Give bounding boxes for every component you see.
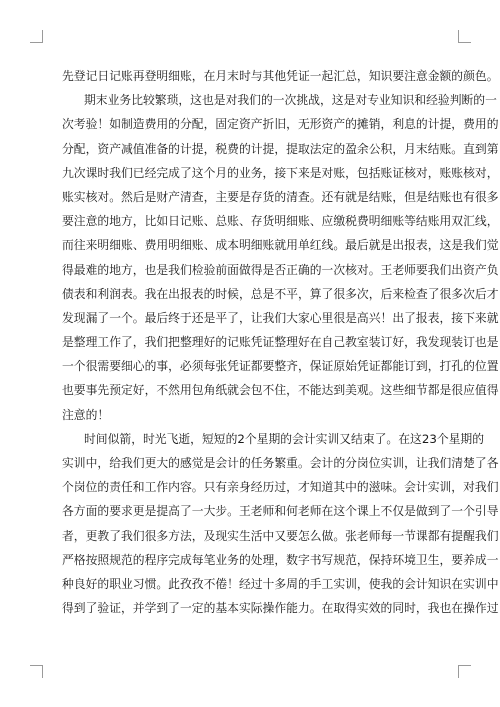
text-line: 各方面的要求更是提高了一大步。王老师和何老师在这个课上不仅是做到了一个引导 xyxy=(62,504,499,519)
crop-mark-bottom-left xyxy=(30,665,43,678)
text-line: 债表和利润表。我在出报表的时候，总是不平，算了很多次，后来检查了很多次后才 xyxy=(62,286,499,301)
text-line: 得到了验证，并学到了一定的基本实际操作能力。在取得实效的同时，我也在操作过 xyxy=(62,601,499,616)
text-line: 个岗位的责任和工作内容。只有亲身经历过，才知道其中的滋味。会计实训，对我们 xyxy=(62,480,499,495)
text-line: 次考验！如制造费用的分配，固定资产折旧，无形资产的摊销，利息的计提，费用的 xyxy=(62,117,499,132)
text-line: 注意的！ xyxy=(62,407,110,422)
crop-mark-top-left xyxy=(30,30,43,43)
text-line: 也要事先预定好，不然用包角纸就会包不住，不能达到美观。这些细节都是很应值得 xyxy=(62,383,499,398)
text-line: 时间似箭，时光飞逝，短短的2个星期的会计实训又结束了。在这23个星期的 xyxy=(84,431,485,446)
text-line: 严格按照规范的程序完成每笔业务的处理，数字书写规范，保持环境卫生，要养成一 xyxy=(62,552,499,567)
text-line: 要注意的地方，比如日记账、总账、存货明细账、应缴税费明细账等结账用双汇线， xyxy=(62,214,499,229)
text-line: 是整理工作了，我们把整理好的记账凭证整理好在自己教室装订好，我发现装订也是 xyxy=(62,335,499,350)
text-line: 发现漏了一个。最后终于还是平了，让我们大家心里很是高兴！出了报表，接下来就 xyxy=(62,310,499,325)
text-line: 者，更教了我们很多方法，及现实生活中又要怎么做。张老师每一节课都有提醒我们 xyxy=(62,528,499,543)
text-line: 分配，资产减值准备的计提，税费的计提，提取法定的盈余公积，月末结账。直到第 xyxy=(62,141,499,156)
document-body xyxy=(62,64,499,620)
paragraph xyxy=(62,427,499,621)
paragraph xyxy=(62,88,499,427)
crop-mark-top-right xyxy=(458,30,471,43)
text-line: 种良好的职业习惯。此孜孜不倦！经过十多周的手工实训，使我的会计知识在实训中 xyxy=(62,576,499,591)
crop-mark-bottom-right xyxy=(458,665,471,678)
text-line: 先登记日记账再登明细账，在月末时与其他凭证一起汇总，知识要注意金额的颜色。 xyxy=(62,69,499,83)
text-line: 账实核对。然后是财产清查，主要是存货的清查。还有就是结账，但是结账也有很多 xyxy=(62,189,499,204)
text-line: 期末业务比较繁琐，这也是对我们的一次挑战，这是对专业知识和经验判断的一 xyxy=(84,93,497,108)
paragraph xyxy=(62,64,499,88)
text-line: 而往来明细账、费用明细账、成本明细账就用单红线。最后就是出报表，这是我们觉 xyxy=(62,238,499,253)
text-line: 得最难的地方，也是我们检验前面做得是否正确的一次核对。王老师要我们出资产负 xyxy=(62,262,499,277)
text-line: 九次课时我们已经完成了这个月的业务，接下来是对账，包括账证核对，账账核对， xyxy=(62,165,499,180)
text-line: 实训中，给我们更大的感觉是会计的任务繁重。会计的分岗位实训，让我们清楚了各 xyxy=(62,456,499,470)
text-line: 一个很需要细心的事，必须每张凭证都要整齐，保证原始凭证都能订到，打孔的位置 xyxy=(62,359,499,374)
